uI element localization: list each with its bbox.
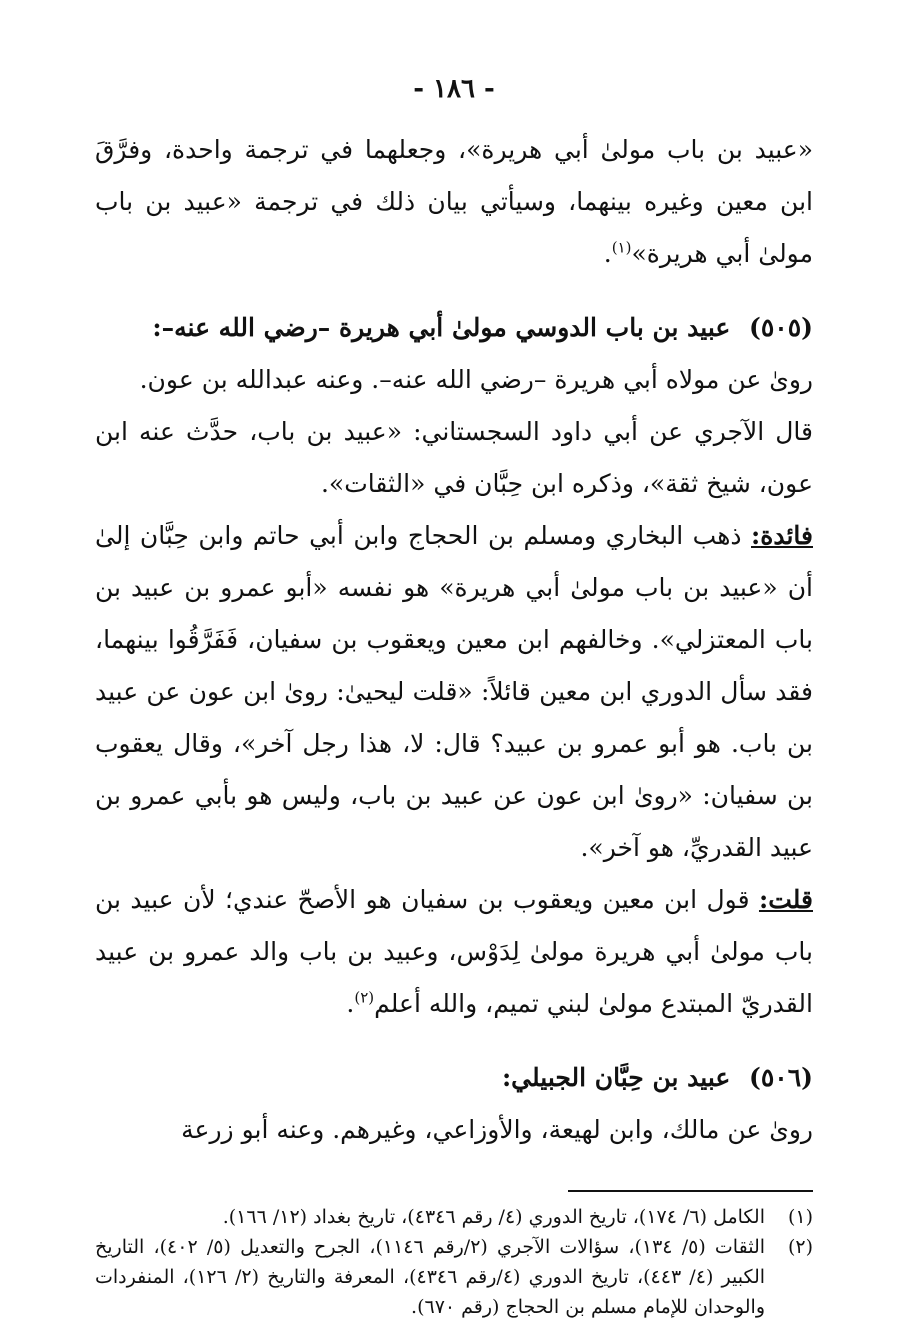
faida-text: ذهب البخاري ومسلم بن الحجاج وابن أبي حاتم وابن حِبَّان إلىٰ أن «عبيد بن باب مولىٰ أبي هريرة» هو نفسه «أبو عمرو بن عبيد بن باب المعتزلي». وخالفهم ابن معين ويعقوب بن سفيان، فَفَرَّقُوا بينهما، فقد سأل الدوري ابن معين قائلاً: «قلت ليحيىٰ: روىٰ ابن عون عن عبيد بن باب. هو أبو عمرو بن عبيد؟ قال: لا، هذا رجل آخر»، وقال يعقوب بن سفيان: «روىٰ ابن عون عن عبيد بن باب، وليس هو بأبي عمرو بن عبيد القدريِّ، هو آخر». [95,521,814,862]
intro-end: . [603,239,612,268]
entry-506-heading [95,1052,813,1104]
entry-505-qult [95,874,813,1030]
intro-text: «عبيد بن باب مولىٰ أبي هريرة»، وجعلهما في ترجمة واحدة، وفرَّقَ ابن معين وغيره بينهما، وسيأتي بيان ذلك في ترجمة «عبيد بن باب مولىٰ أبي هريرة» [95,135,813,268]
footnote-1-number: (١) [787,1206,813,1228]
entry-505-title: عبيد بن باب الدوسي مولىٰ أبي هريرة –رضي الله عنه–: [152,313,731,342]
qult-text: قول ابن معين ويعقوب بن سفيان هو الأصحّ عندي؛ لأن عبيد بن باب مولىٰ أبي هريرة مولىٰ لِدَوْس، وعبيد بن باب والد عمرو بن عبيد القدريّ المبتدع مولىٰ لبني تميم، والله أعلم [95,885,813,1018]
footnote-ref-1[interactable]: (١) [611,238,632,257]
qult-end: . [346,989,355,1018]
entry-506-para-1: روىٰ عن مالك، وابن لهيعة، والأوزاعي، وغيرهم. وعنه أبو زرعة [181,1115,813,1144]
entry-506-title: عبيد بن حِبَّان الجبيلي: [501,1063,731,1092]
footnote-1-text: الكامل (٦/ ١٧٤)، تاريخ الدوري (٤/ رقم ٤٣٤٦)، تاريخ بغداد (١٢/ ١٦٦). [222,1206,765,1228]
entry-506-number: (٥٠٦) [749,1063,813,1092]
faida-label: فائدة: [751,521,813,550]
entry-505-para-1: روىٰ عن مولاه أبي هريرة –رضي الله عنه–. وعنه عبدالله بن عون. [139,365,813,394]
entry-505-faida [95,510,813,874]
footnote-ref-2[interactable]: (٢) [354,988,375,1007]
intro-paragraph [95,124,813,280]
qult-label: قلت: [758,885,813,914]
footnote-2-text: الثقات (٥/ ١٣٤)، سؤالات الآجري (٢/رقم ١١٤٦)، الجرح والتعديل (٥/ ٤٠٢)، التاريخ الكبير (٤/ ٤٤٣)، تاريخ الدوري (٤/رقم ٤٣٤٦)، المعرفة والتاريخ (٢/ ١٢٦)، المنفردات والوحدان للإمام مسلم بن الحجاج (رقم ٦٧٠). [95,1236,766,1318]
entry-505-heading [95,302,813,354]
footnote-1 [95,1202,813,1232]
footnote-divider [568,1190,813,1192]
footnote-2 [95,1232,813,1322]
entry-505-number: (٥٠٥) [749,313,813,342]
footnotes [95,1202,813,1322]
page-number: - ١٨٦ - [413,74,495,104]
footnote-2-number: (٢) [787,1236,813,1258]
entry-505-para-2: قال الآجري عن أبي داود السجستاني: «عبيد بن باب، حدَّث عنه ابن عون، شيخ ثقة»، وذكره ابن حِبَّان في «الثقات». [95,417,813,498]
book-page [95,72,813,1322]
